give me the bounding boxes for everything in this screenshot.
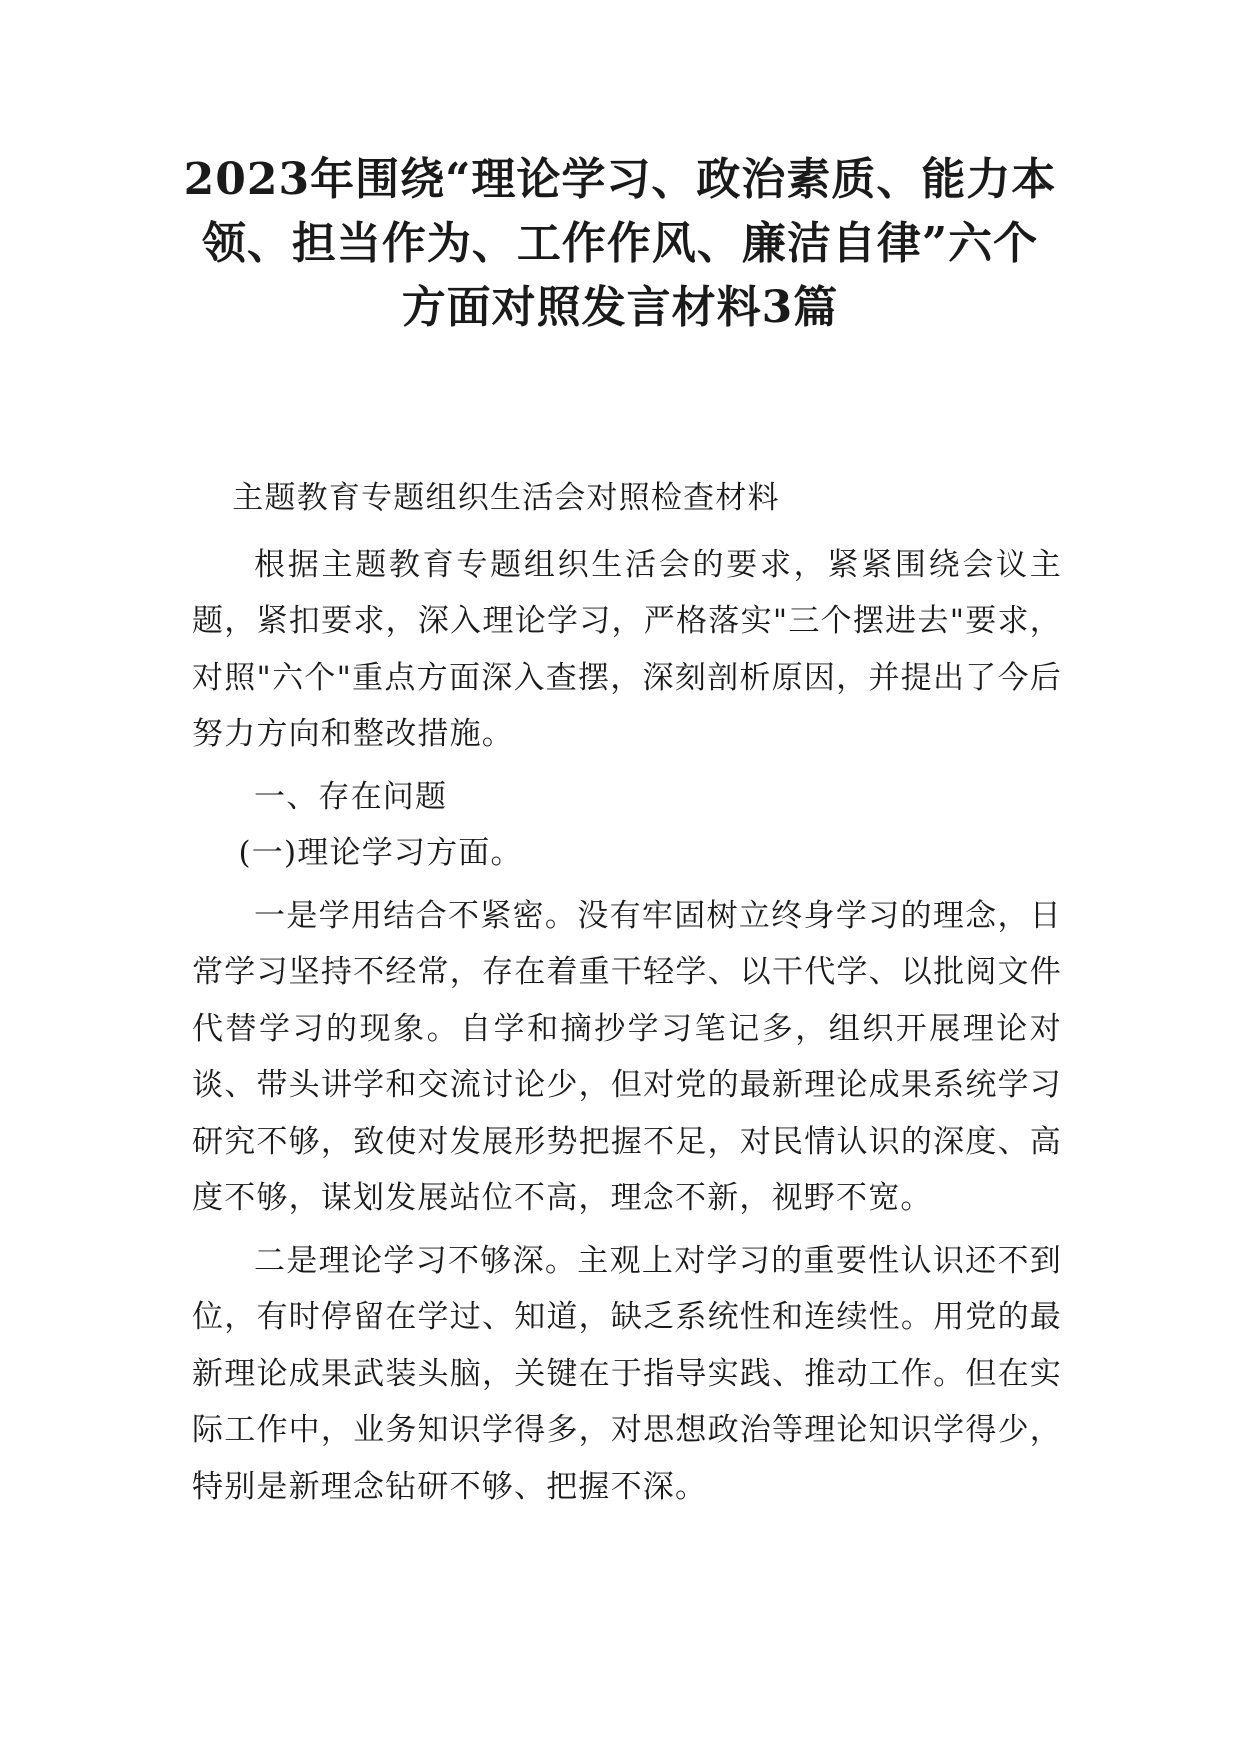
section-heading-problems: 一、存在问题 bbox=[254, 778, 448, 815]
subsection-heading-theory: (一)理论学习方面。 bbox=[238, 835, 523, 871]
paragraph-point-2: 二是理论学习不够深。主观上对学习的重要性认识还不到位，有时停留在学过、知道，缺乏系统性和连续性。用党的最新理论成果武装头脑，关键在于指导实践、推动工作。但在实际工作中，业务知识学得多，对思想政治等理论知识学得少，特别是新理念钻研不够、把握不深。 bbox=[192, 1242, 1062, 1505]
title-line-2: 领、担当作为、工作作风、廉洁自律”六个 bbox=[201, 218, 1039, 269]
document-title bbox=[150, 148, 1090, 340]
intro-paragraph: 根据主题教育专题组织生活会的要求，紧紧围绕会议主题，紧扣要求，深入理论学习，严格落实"三个摆进去"要求，对照"六个"重点方面深入查摆，深刻剖析原因，并提出了今后努力方向和整改措施。 bbox=[192, 546, 1062, 752]
document-body bbox=[192, 470, 1062, 1515]
title-line-3: 方面对照发言材料3篇 bbox=[401, 282, 839, 333]
title-line-1: 2023年围绕“理论学习、政治素质、能力本 bbox=[183, 154, 1057, 205]
paragraph-point-1: 一是学用结合不紧密。没有牢固树立终身学习的理念，日常学习坚持不经常，存在着重干轻学、以干代学、以批阅文件代替学习的现象。自学和摘抄学习笔记多，组织开展理论对谈、带头讲学和交流讨论少，但对党的最新理论成果系统学习研究不够，致使对发展形势把握不足，对民情认识的深度、高度不够，谋划发展站位不高，理念不新，视野不宽。 bbox=[192, 897, 1062, 1216]
document-subtitle: 主题教育专题组织生活会对照检查材料 bbox=[232, 480, 780, 516]
